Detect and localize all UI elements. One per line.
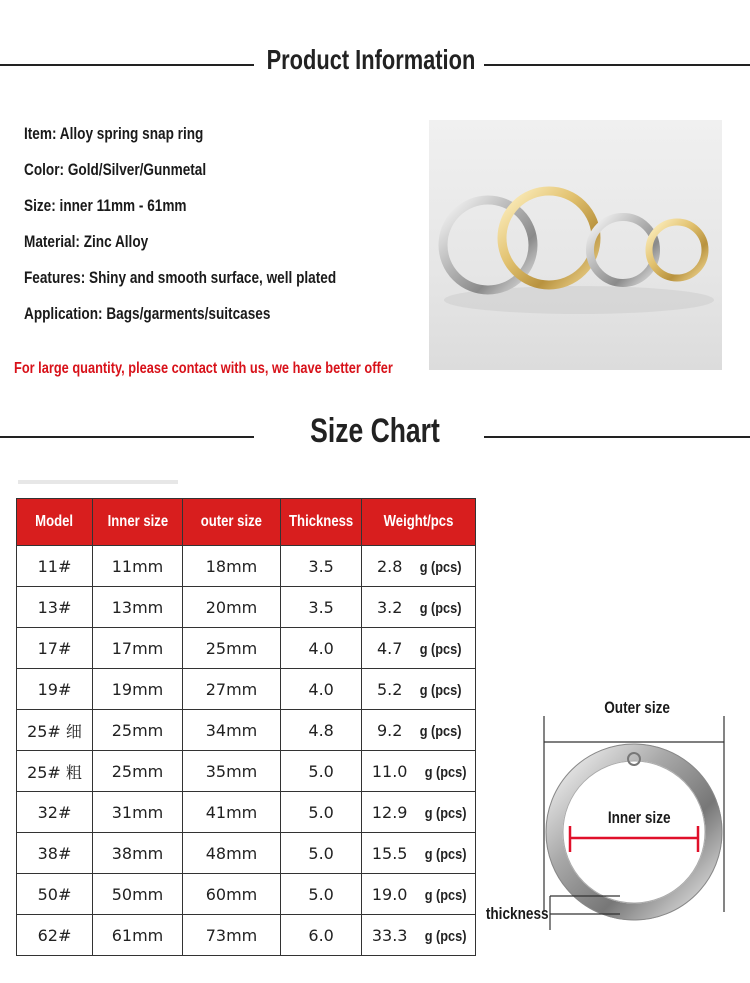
table-cell: 3.5 — [281, 546, 362, 587]
table-cell — [362, 792, 476, 833]
weight-unit: g (pcs) — [420, 599, 462, 617]
column-header — [183, 499, 281, 546]
table-header-row — [17, 499, 476, 546]
table-cell — [362, 669, 476, 710]
table-cell — [362, 628, 476, 669]
divider-left — [0, 64, 254, 66]
table-row — [17, 792, 476, 833]
weight-value: 4.7 — [376, 638, 403, 658]
column-header-label: outer size — [200, 513, 263, 530]
table-cell: 4.0 — [281, 669, 362, 710]
table-cell: 5.0 — [281, 833, 362, 874]
size-chart-table — [16, 498, 476, 956]
table-row — [17, 915, 476, 956]
table-cell: 31mm — [93, 792, 183, 833]
table-cell: 25mm — [93, 710, 183, 751]
table-cell: 41mm — [183, 792, 281, 833]
info-line — [24, 304, 270, 324]
weight-unit: g (pcs) — [420, 558, 462, 576]
info-label: Application: — [24, 304, 103, 323]
table-cell: 25# 细 — [17, 710, 93, 751]
table-row — [17, 710, 476, 751]
info-label: Item: — [24, 124, 57, 143]
table-cell: 13mm — [93, 587, 183, 628]
table-cell: 17# — [17, 628, 93, 669]
column-header — [93, 499, 183, 546]
table-cell — [362, 710, 476, 751]
table-cell — [362, 546, 476, 587]
weight-value: 11.0 — [371, 761, 408, 781]
table-cell: 5.0 — [281, 751, 362, 792]
weight-value: 19.0 — [371, 884, 408, 904]
column-header-label: Thickness — [289, 513, 354, 530]
table-cell: 19# — [17, 669, 93, 710]
weight-value: 12.9 — [371, 802, 408, 822]
table-row — [17, 546, 476, 587]
table-row — [17, 628, 476, 669]
table-cell: 25mm — [93, 751, 183, 792]
table-cell: 4.0 — [281, 628, 362, 669]
table-cell: 19mm — [93, 669, 183, 710]
info-line — [24, 160, 206, 180]
weight-unit: g (pcs) — [420, 640, 462, 658]
divider-right-2 — [484, 436, 750, 438]
info-value: Shiny and smooth surface, well plated — [89, 268, 337, 287]
table-cell: 6.0 — [281, 915, 362, 956]
table-cell: 11mm — [93, 546, 183, 587]
table-cell: 48mm — [183, 833, 281, 874]
info-line — [24, 232, 148, 252]
table-row — [17, 587, 476, 628]
table-cell: 32# — [17, 792, 93, 833]
table-cell: 38# — [17, 833, 93, 874]
table-cell — [362, 833, 476, 874]
weight-value: 5.2 — [376, 679, 403, 699]
divider-right — [484, 64, 750, 66]
info-value: Alloy spring snap ring — [59, 124, 204, 143]
weight-unit: g (pcs) — [425, 845, 467, 863]
table-cell: 62# — [17, 915, 93, 956]
info-label: Color: — [24, 160, 65, 179]
weight-value: 2.8 — [376, 556, 403, 576]
table-row — [17, 833, 476, 874]
table-cell: 73mm — [183, 915, 281, 956]
table-cell — [362, 587, 476, 628]
section-title-product-info: Product Information — [266, 44, 476, 75]
table-cell: 3.5 — [281, 587, 362, 628]
column-header — [362, 499, 476, 546]
table-cell: 11# — [17, 546, 93, 587]
thickness-label: thickness — [485, 904, 549, 923]
offer-note: For large quantity, please contact with us, we have better offer — [14, 360, 393, 377]
info-label: Size: — [24, 196, 56, 215]
weight-value: 33.3 — [371, 925, 408, 945]
table-cell: 5.0 — [281, 874, 362, 915]
divider-left-2 — [0, 436, 254, 438]
weight-unit: g (pcs) — [420, 722, 462, 740]
table-cell: 27mm — [183, 669, 281, 710]
column-header-label: Inner size — [107, 513, 168, 530]
column-header — [17, 499, 93, 546]
rings-image — [429, 120, 722, 370]
table-cell: 4.8 — [281, 710, 362, 751]
table-cell: 38mm — [93, 833, 183, 874]
table-cell: 25# 粗 — [17, 751, 93, 792]
info-label: Features: — [24, 268, 86, 287]
table-cell: 61mm — [93, 915, 183, 956]
weight-unit: g (pcs) — [425, 886, 467, 904]
table-cell — [362, 874, 476, 915]
table-cell: 34mm — [183, 710, 281, 751]
info-value: inner 11mm - 61mm — [59, 196, 187, 215]
table-cell: 18mm — [183, 546, 281, 587]
ring-diagram — [510, 712, 750, 962]
info-label: Material: — [24, 232, 80, 251]
outer-size-label: Outer size — [604, 698, 670, 717]
table-row — [17, 669, 476, 710]
info-value: Bags/garments/suitcases — [106, 304, 271, 323]
table-cell: 35mm — [183, 751, 281, 792]
table-cell — [362, 751, 476, 792]
info-line — [24, 268, 336, 288]
table-cell: 50mm — [93, 874, 183, 915]
info-line — [24, 124, 203, 144]
weight-value: 3.2 — [376, 597, 403, 617]
info-line — [24, 196, 187, 216]
weight-unit: g (pcs) — [425, 763, 467, 781]
product-photo — [429, 120, 722, 370]
section-title-size-chart: Size Chart — [310, 412, 440, 450]
inner-size-label: Inner size — [607, 808, 671, 827]
weight-value: 9.2 — [376, 720, 403, 740]
weight-unit: g (pcs) — [425, 927, 467, 945]
column-header — [281, 499, 362, 546]
table-row — [17, 874, 476, 915]
table-cell: 25mm — [183, 628, 281, 669]
table-cell: 5.0 — [281, 792, 362, 833]
table-cell: 60mm — [183, 874, 281, 915]
weight-unit: g (pcs) — [420, 681, 462, 699]
weight-value: 15.5 — [371, 843, 408, 863]
table-cell: 17mm — [93, 628, 183, 669]
column-header-label: Weight/pcs — [383, 513, 454, 530]
table-cell — [362, 915, 476, 956]
faint-text-artifact — [18, 474, 183, 484]
table-row — [17, 751, 476, 792]
info-value: Zinc Alloy — [83, 232, 149, 251]
table-cell: 50# — [17, 874, 93, 915]
column-header-label: Model — [35, 513, 74, 530]
table-cell: 20mm — [183, 587, 281, 628]
weight-unit: g (pcs) — [425, 804, 467, 822]
table-body — [17, 546, 476, 956]
table-cell: 13# — [17, 587, 93, 628]
info-value: Gold/Silver/Gunmetal — [67, 160, 207, 179]
